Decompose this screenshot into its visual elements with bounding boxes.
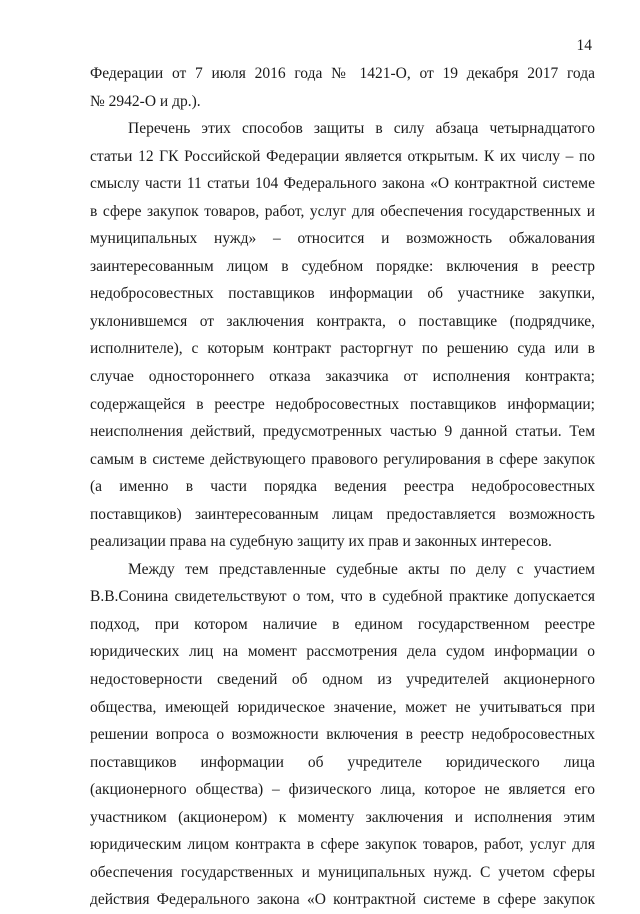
paragraph-first-line: Между тем представленные судебные акты по делу с участием (128, 560, 595, 578)
text-line: Федерации от 7 июля 2016 года № 1421-О, от 19 декабря 2017 года (90, 65, 595, 82)
text-line: В.В.Сонина свидетельствуют о том, что в судебной практике допускается (90, 588, 595, 606)
text-line: поставщиков) заинтересованным лицам предоставляется возможность (90, 505, 595, 523)
text-line: статьи 12 ГК Российской Федерации является открытым. К их числу – по (90, 147, 595, 165)
text-line: общества, имеющей юридическое значение, может не учитываться при (90, 698, 595, 716)
text-line: случае одностороннего отказа заказчика от исполнения контракта; (90, 368, 595, 386)
text-line: обеспечения государственных и муниципальных нужд. С учетом сферы (90, 863, 595, 881)
text-line: муниципальных нужд» – относится и возможность обжалования (90, 230, 595, 248)
text-line: содержащейся в реестре недобросовестных поставщиков информации; (90, 395, 595, 413)
text-line: самым в системе действующего правового регулирования в сфере закупок (90, 450, 595, 468)
text-line: уклонившемся от заключения контракта, о поставщике (подрядчике, (90, 312, 595, 330)
text-line: юридических лиц на момент рассмотрения дела судом информации о (90, 643, 595, 661)
text-line: № 2942-О и др.). (90, 92, 201, 110)
text-line: смыслу части 11 статьи 104 Федерального закона «О контрактной системе (90, 175, 595, 193)
page-number: 14 (576, 37, 592, 54)
text-line: (а именно в части порядка ведения реестра недобросовестных (90, 478, 595, 496)
text-line: неисполнения действий, предусмотренных частью 9 данной статьи. Тем (90, 423, 595, 441)
text-line: (акционерного общества) – физического лица, которое не является его (90, 781, 595, 799)
text-line: юридическим лицом контракта в сфере закупок товаров, работ, услуг для (90, 836, 595, 854)
body-text (90, 60, 595, 914)
text-line: исполнителе), с которым контракт расторгнут по решению суда или в (90, 340, 595, 358)
text-line: действия Федерального закона «О контрактной системе в сфере закупок (90, 891, 595, 909)
text-line: поставщиков информации об учредителе юридического лица (90, 753, 595, 771)
text-line: участником (акционером) к моменту заключения и исполнения этим (90, 808, 595, 826)
text-line: решении вопроса о возможности включения в реестр недобросовестных (90, 726, 595, 744)
text-line: недобросовестных поставщиков информации об участнике закупки, (90, 285, 595, 303)
text-line: подход, при котором наличие в едином государственном реестре (90, 615, 595, 633)
text-line: реализации права на судебную защиту их прав и законных интересов. (90, 533, 552, 551)
text-line: в сфере закупок товаров, работ, услуг для обеспечения государственных и (90, 202, 595, 220)
text-line: недостоверности сведений об одном из учредителей акционерного (90, 671, 595, 689)
text-line: заинтересованным лицом в судебном порядке: включения в реестр (90, 257, 595, 275)
paragraph-first-line: Перечень этих способов защиты в силу абзаца четырнадцатого (128, 120, 595, 138)
